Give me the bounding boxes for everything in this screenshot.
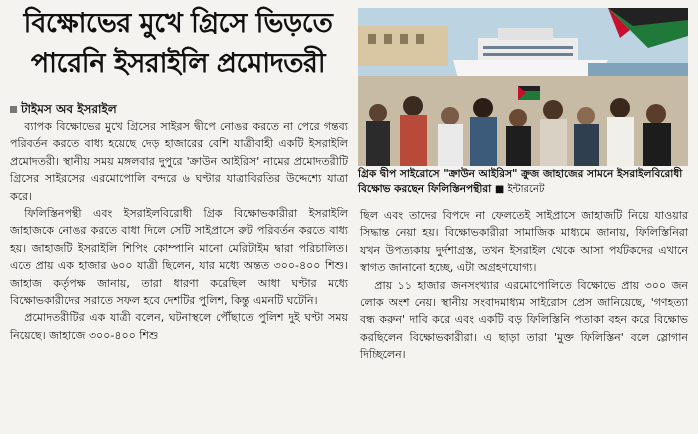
paragraph: প্রমোদতরীটির এক যাত্রী বলেন, ঘটনাস্থলে পৌঁছাতে পুলিশ দুই ঘণ্টা সময় নিয়েছে। জাহাজে ৩০০-৪০০ শিশু [10,311,348,342]
paragraph: ব্যাপক বিক্ষোভের মুখে গ্রিসের সাইরস দ্বীপে নোঙর করতে না পেরে গন্তব্য পরিবর্তন করতে বাধ্য হয়েছে দেড় হাজারের বেশি যাত্রীবাহী একটি ইসরাইলি প্রমোদতরী। স্থানীয় সময় মঙ্গলবার দুপুরে 'ক্রাউন আইরিস' নামের প্রমোদতরীটি গ্রিসের সাইরসের এরমোপোলি বন্দরে ৬ ঘণ্টার যাত্রাবিরতির উদ্দেশ্যে যাত্রা করে। [10,120,348,203]
news-photo [358,8,688,166]
left-column [10,118,348,344]
protest-photo-illustration [358,8,688,166]
paragraph: ফিলিস্তিনপন্থী এবং ইসরাইলবিরোধী গ্রিক বিক্ষোভকারীরা ইসরাইলি জাহাজকে নোঙর করতে বাধা দিলে সেটি সাইপ্রাসে রুট পরিবর্তন করতে বাধ্য হয়। জাহাজটি ইসরাইলি শিপিং কোম্পানি মানো মেরিটাইম দ্বারা পরিচালিত। এতে প্রায় এক হাজার ৬০০ যাত্রী ছিলেন, যার মধ্যে অন্তত ৩০০-৪০০ শিশু। জাহাজ কর্তৃপক্ষ জানায়, তারা ধারণা করেছিল আধা ঘণ্টার মধ্যে বিক্ষোভকারীদের সরাতে সফল হবে দেশটির পুলিশ, কিন্তু এমনটি ঘটেনি। [10,207,348,308]
photo-caption [358,167,688,197]
harbor-building [358,26,448,66]
caption-text: গ্রিক দ্বীপ সাইরোসে "ক্রাউন আইরিস" ক্রুজ জাহাজের সামনে ইসরাইলবিরোধী বিক্ষোভ করছেন ফিলিস্তিনপন্থীরা [358,168,683,195]
cruise-ship [453,60,608,78]
paragraph: ছিল এবং তাদের বিপদে না ফেলতেই সাইপ্রাসে জাহাজটি নিয়ে যাওয়ার সিদ্ধান্ত নেয়া হয়। বিক্ষোভকারীরা সামাজিক মাধ্যমে জানায়, ফিলিস্তিনিরা যখন উপত্যকায় দুর্দশাগ্রস্ত, তখন ইসরাইল থেকে আসা পর্যটকদের এখানে স্বাগত জানানো হচ্ছে, এটা অগ্রহণযোগ্য। [360,209,688,275]
photo-credit: ■ ইন্টারনেট [494,184,545,195]
headline-line-1: বিক্ষোভের মুখে গ্রিসে ভিড়তে [23,8,333,39]
headline-line-2: পারেনি ইসরাইলি প্রমোদতরী [30,48,326,79]
right-column [360,207,688,364]
bullet-icon [10,106,17,113]
byline-text: টাইমস অব ইসরাইল [21,102,117,116]
headline [8,4,348,84]
credit-text: ইন্টারনেট [507,184,545,195]
paragraph: প্রায় ১১ হাজার জনসংখ্যার এরমোপোলিতে বিক্ষোভে প্রায় ৩০০ জন লোক অংশ নেয়। স্থানীয় সংবাদমাধ্যম সাইরোস প্রেস জানিয়েছে, 'গণহত্যা বন্ধ করুন' দাবি করে এবং একটি বড় ফিলিস্তিনি পতাকা বহন করে বিক্ষোভ করছিলেন বিক্ষোভকারীরা। এ ছাড়া তারা 'মুক্ত ফিলিস্তিন' বলে স্লোগান দিচ্ছিলেন। [360,278,688,362]
byline [10,100,348,118]
